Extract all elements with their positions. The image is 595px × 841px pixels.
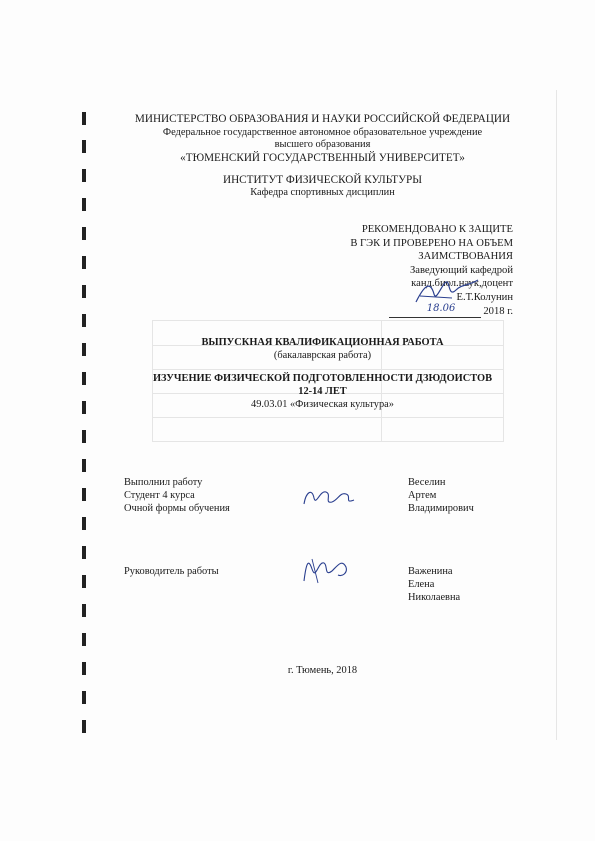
approval-line-1: РЕКОМЕНДОВАНО К ЗАЩИТЕ [361, 224, 513, 235]
binding-hole [82, 343, 86, 356]
university-name: «ТЮМЕНСКИЙ ГОСУДАРСТВЕННЫЙ УНИВЕРСИТЕТ» [180, 152, 465, 164]
work-subtype: (бакалаврская работа) [273, 350, 372, 361]
binding-hole [82, 517, 86, 530]
work-title-line-1: ИЗУЧЕНИЕ ФИЗИЧЕСКОЙ ПОДГОТОВЛЕННОСТИ ДЗЮДОИСТОВ [152, 373, 493, 384]
ministry-line: МИНИСТЕРСТВО ОБРАЗОВАНИЯ И НАУКИ РОССИЙСКОЙ ФЕДЕРАЦИИ [134, 113, 511, 125]
author-name: Артем [408, 490, 437, 501]
binding-hole [82, 430, 86, 443]
binding-hole [82, 401, 86, 414]
author-surname: Веселин [408, 477, 446, 488]
binding-hole [82, 720, 86, 733]
binding-hole [82, 372, 86, 385]
scan-edge [556, 90, 557, 740]
binding-hole [82, 488, 86, 501]
approval-year: 2018 г. [483, 305, 513, 317]
supervisor-signature [298, 553, 352, 587]
binding-hole [82, 575, 86, 588]
supervisor-label: Руководитель работы [124, 566, 219, 577]
city-year: г. Тюмень, 2018 [287, 665, 358, 676]
supervisor-patronymic: Николаевна [408, 592, 461, 603]
handwritten-date: 18.06 [426, 303, 456, 315]
binding-hole [82, 112, 86, 125]
approval-line-3: ЗАИМСТВОВАНИЯ [418, 251, 513, 263]
binding-hole [82, 604, 86, 617]
author-label-form: Очной формы обучения [124, 503, 230, 514]
binding-hole [82, 459, 86, 472]
binding-hole [82, 140, 86, 153]
author-label-student: Студент 4 курса [124, 490, 195, 501]
author-patronymic: Владимирович [408, 503, 474, 514]
binding-hole [82, 285, 86, 298]
binding-hole [82, 198, 86, 211]
approval-head-title: Заведующий кафедрой [409, 264, 513, 276]
binding-hole [82, 256, 86, 269]
author-signature [300, 484, 358, 510]
binding-hole [82, 662, 86, 675]
specialty-code: 49.03.01 «Физическая культура» [251, 399, 394, 410]
binding-strip [82, 100, 88, 740]
approval-degree: канд.биол.наук,доцент [411, 278, 513, 290]
approval-head-name: Е.Т.Колунин [456, 291, 513, 303]
author-label-done: Выполнил работу [124, 477, 203, 488]
binding-hole [82, 314, 86, 327]
work-type: ВЫПУСКНАЯ КВАЛИФИКАЦИОННАЯ РАБОТА [201, 337, 444, 348]
supervisor-surname: Важенина [408, 566, 453, 577]
institution-level-line: высшего образования [274, 139, 371, 150]
binding-hole [82, 227, 86, 240]
work-title-line-2: 12-14 ЛЕТ [298, 386, 347, 397]
institution-type-line: Федеральное государственное автономное образовательное учреждение [162, 127, 483, 138]
supervisor-name: Елена [408, 579, 435, 590]
department-name: Кафедра спортивных дисциплин [250, 187, 395, 198]
head-signature [412, 276, 482, 308]
binding-hole [82, 169, 86, 182]
binding-hole [82, 691, 86, 704]
approval-line-2: В ГЭК И ПРОВЕРЕНО НА ОБЪЕМ [350, 237, 513, 249]
institute-name: ИНСТИТУТ ФИЗИЧЕСКОЙ КУЛЬТУРЫ [222, 174, 423, 186]
binding-hole [82, 633, 86, 646]
binding-hole [82, 546, 86, 559]
